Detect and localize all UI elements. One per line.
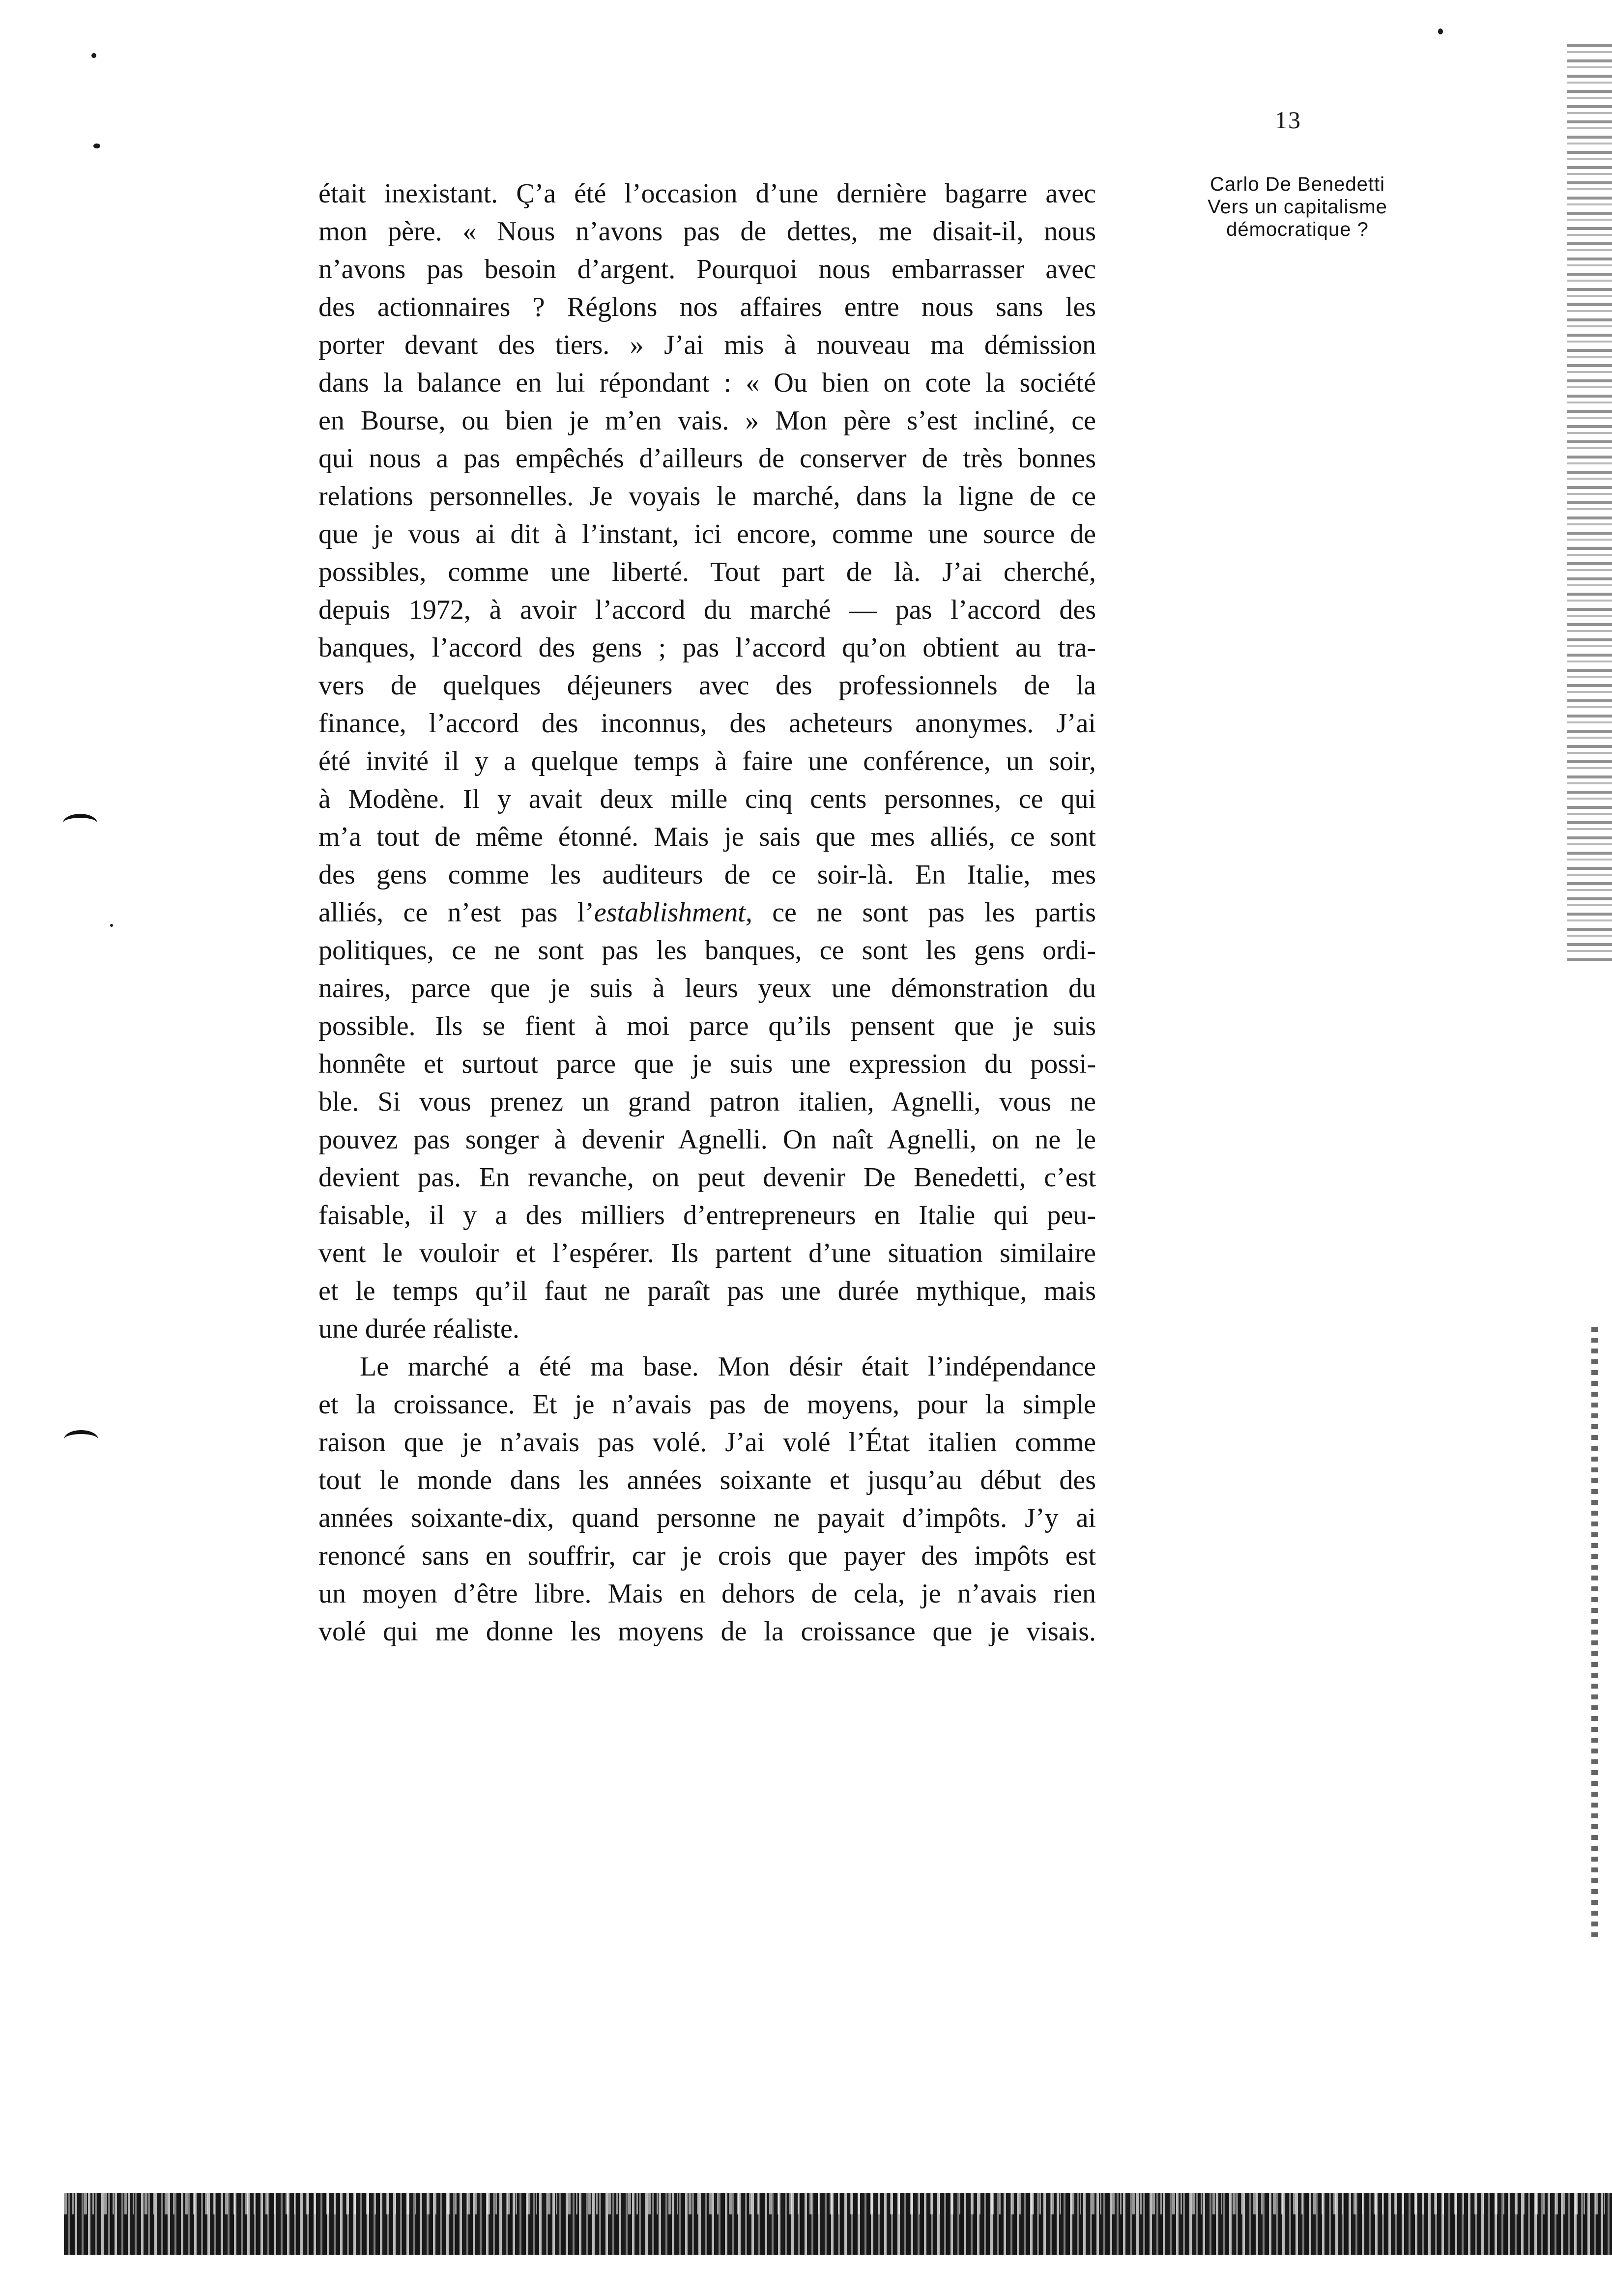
- text-line: une durée réaliste.: [318, 1314, 519, 1344]
- binder-hole-mark: [64, 1430, 98, 1449]
- text-line: un moyen d’être libre. Mais en dehors de cela, je n’avais rien: [318, 1578, 1096, 1609]
- scan-edge-shadow: [64, 2193, 1612, 2255]
- text-line: années soixante-dix, quand personne ne payait d’impôts. J’y ai: [318, 1503, 1096, 1533]
- text-line: naires, parce que je suis à leurs yeux une démonstration du: [318, 973, 1096, 1004]
- text-line: des gens comme les auditeurs de ce soir-là. En Italie, mes: [318, 860, 1096, 890]
- body-text: [318, 175, 1096, 1651]
- text-line: dans la balance en lui répondant : « Ou bien on cote la société: [318, 368, 1096, 398]
- text-line: des actionnaires ? Réglons nos affaires entre nous sans les: [318, 292, 1096, 322]
- text-line: vent le vouloir et l’espérer. Ils partent d’une situation similaire: [318, 1238, 1096, 1268]
- text-line: pouvez pas songer à devenir Agnelli. On naît Agnelli, on ne le: [318, 1124, 1096, 1155]
- text-line: était inexistant. Ç’a été l’occasion d’une dernière bagarre avec: [318, 178, 1096, 209]
- scan-speck: [91, 53, 96, 58]
- scan-edge-shadow: [1567, 44, 1612, 963]
- scan-speck: [93, 144, 100, 148]
- text-line: depuis 1972, à avoir l’accord du marché — pas l’accord des: [318, 595, 1096, 625]
- text-line: en Bourse, ou bien je m’en vais. » Mon père s’est incliné, ce: [318, 405, 1096, 436]
- scan-speck: [110, 924, 113, 927]
- scan-speck: [1438, 29, 1443, 34]
- text-line: à Modène. Il y avait deux mille cinq cents personnes, ce qui: [318, 784, 1096, 814]
- text-line: mon père. « Nous n’avons pas de dettes, me disait-il, nous: [318, 216, 1096, 247]
- text-line: qui nous a pas empêchés d’ailleurs de conserver de très bonnes: [318, 443, 1096, 474]
- text-line: vers de quelques déjeuners avec des professionnels de la: [318, 670, 1096, 701]
- text-line: tout le monde dans les années soixante et jusqu’au début des: [318, 1465, 1096, 1495]
- running-head-title: Vers un capitalisme: [1208, 196, 1387, 218]
- text-line: que je vous ai dit à l’instant, ici encore, comme une source de: [318, 519, 1096, 549]
- text-line: banques, l’accord des gens ; pas l’accord qu’on obtient au tra-: [318, 632, 1096, 663]
- scan-edge-shadow: [1591, 1327, 1598, 1941]
- page-number: 13: [1275, 106, 1301, 134]
- text-line: possibles, comme une liberté. Tout part de là. J’ai cherché,: [318, 557, 1096, 587]
- text-line: et le temps qu’il faut ne paraît pas une durée mythique, mais: [318, 1276, 1096, 1306]
- paragraph-1: [318, 175, 1096, 1348]
- running-head-author: Carlo De Benedetti: [1210, 173, 1385, 195]
- text-line: ble. Si vous prenez un grand patron italien, Agnelli, vous ne: [318, 1087, 1096, 1117]
- text-line: finance, l’accord des inconnus, des acheteurs anonymes. J’ai: [318, 708, 1096, 739]
- text-line: relations personnelles. Je voyais le marché, dans la ligne de ce: [318, 481, 1096, 512]
- text-segment: alliés, ce n’est pas l’: [318, 897, 594, 928]
- running-head: [1170, 173, 1425, 241]
- text-line: été invité il y a quelque temps à faire une conférence, un soir,: [318, 746, 1096, 776]
- text-line: porter devant des tiers. » J’ai mis à nouveau ma démission: [318, 330, 1096, 360]
- text-line: Le marché a été ma base. Mon désir était l’indépendance: [360, 1351, 1096, 1382]
- paragraph-2: [318, 1348, 1096, 1651]
- text-line: raison que je n’avais pas volé. J’ai volé l’État italien comme: [318, 1427, 1096, 1458]
- text-line: politiques, ce ne sont pas les banques, ce sont les gens ordi-: [318, 935, 1096, 966]
- running-head-title-cont: démocratique ?: [1226, 219, 1369, 240]
- italic-term: establishment,: [594, 897, 752, 928]
- text-line: m’a tout de même étonné. Mais je sais que mes alliés, ce sont: [318, 822, 1096, 852]
- binder-hole-mark: [63, 814, 97, 832]
- text-line: faisable, il y a des milliers d’entrepreneurs en Italie qui peu-: [318, 1200, 1096, 1231]
- text-line: devient pas. En revanche, on peut devenir De Benedetti, c’est: [318, 1162, 1096, 1193]
- text-line: possible. Ils se fient à moi parce qu’ils pensent que je suis: [318, 1011, 1096, 1041]
- text-line: honnête et surtout parce que je suis une expression du possi-: [318, 1049, 1096, 1079]
- text-segment: ce ne sont pas les partis: [752, 897, 1096, 928]
- text-line: et la croissance. Et je n’avais pas de moyens, pour la simple: [318, 1389, 1096, 1420]
- text-line: renoncé sans en souffrir, car je crois que payer des impôts est: [318, 1541, 1096, 1571]
- text-line-with-italic: [318, 894, 1096, 932]
- text-line: volé qui me donne les moyens de la croissance que je visais.: [318, 1616, 1096, 1647]
- text-line: n’avons pas besoin d’argent. Pourquoi nous embarrasser avec: [318, 254, 1096, 285]
